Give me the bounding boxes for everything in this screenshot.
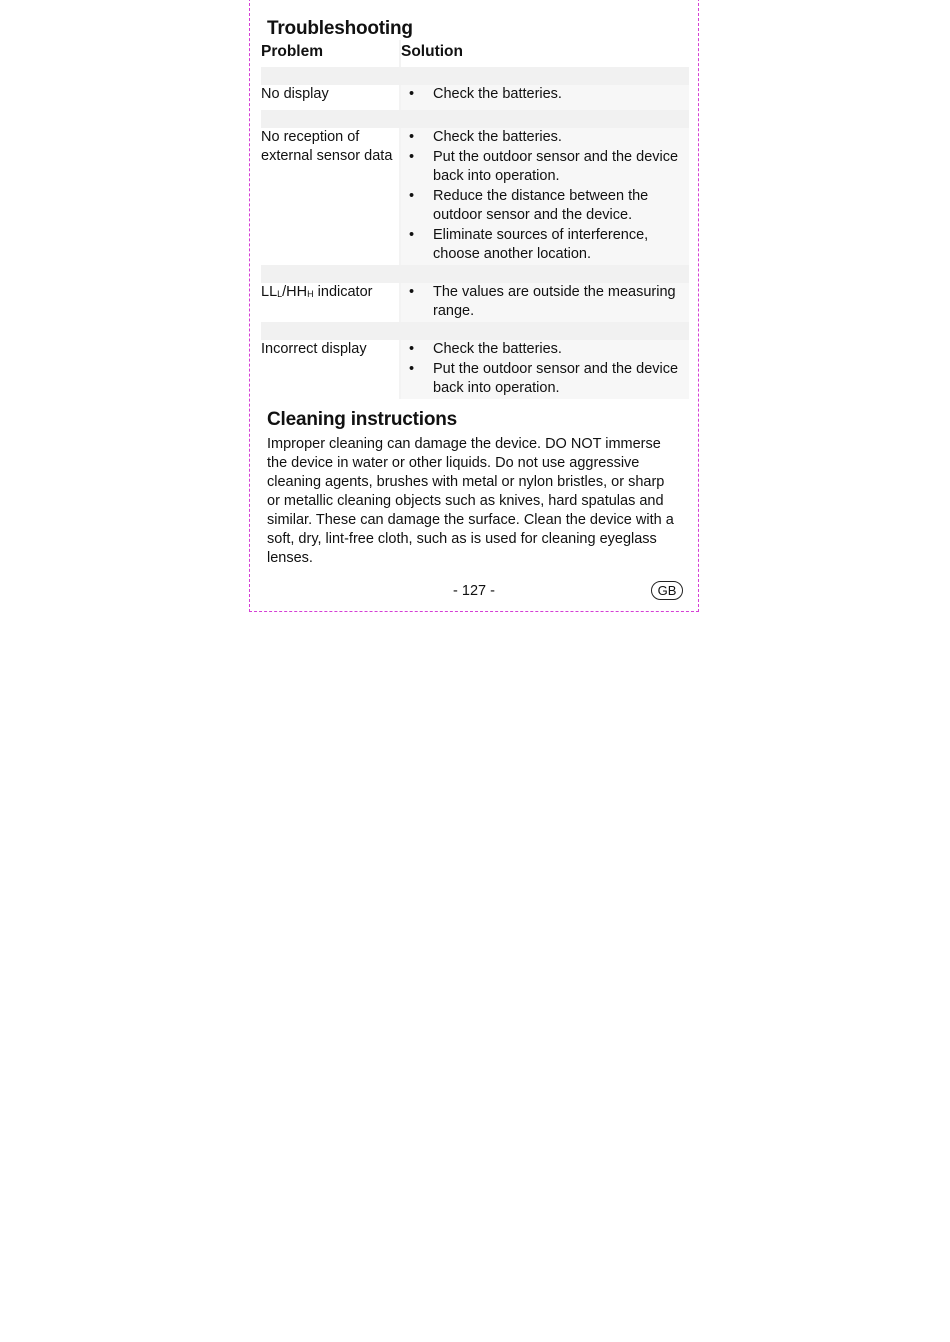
bullet-icon: • xyxy=(409,361,415,377)
solution-list xyxy=(401,340,689,398)
row-separator xyxy=(261,110,689,128)
solution-item xyxy=(401,187,689,225)
solution-list xyxy=(401,85,689,104)
table-row xyxy=(261,283,689,322)
solution-cell xyxy=(400,128,689,265)
table-header-row xyxy=(261,40,689,67)
problem-cell xyxy=(261,283,400,322)
indicator-text: LL xyxy=(261,284,278,300)
bullet-icon: • xyxy=(409,129,415,145)
solution-text: The values are outside the measuring range. xyxy=(433,284,676,319)
solution-text: Check the batteries. xyxy=(433,129,562,145)
table-row xyxy=(261,340,689,399)
problem-cell: No reception of external sensor data xyxy=(261,128,400,265)
solution-cell xyxy=(400,85,689,110)
bullet-icon: • xyxy=(409,86,415,102)
solution-item xyxy=(401,128,689,147)
language-badge: GB xyxy=(651,581,683,600)
solution-item xyxy=(401,148,689,186)
solution-item xyxy=(401,283,689,321)
row-separator xyxy=(261,322,689,340)
row-separator xyxy=(261,67,689,85)
indicator-subscript: H xyxy=(307,289,314,299)
page-footer xyxy=(249,580,699,602)
solution-list xyxy=(401,283,689,321)
bullet-icon: • xyxy=(409,227,415,243)
page-number: - 127 - xyxy=(453,583,495,599)
solution-text: Put the outdoor sensor and the device back into operation. xyxy=(433,149,679,184)
bullet-icon: • xyxy=(409,341,415,357)
solution-text: Check the batteries. xyxy=(433,341,562,357)
solution-item xyxy=(401,340,689,359)
table-row xyxy=(261,128,689,265)
bullet-icon: • xyxy=(409,284,415,300)
troubleshooting-table xyxy=(261,40,689,399)
indicator-text: /HH xyxy=(282,284,308,300)
solution-text: Put the outdoor sensor and the device back into operation. xyxy=(433,361,679,396)
solution-text: Eliminate sources of interference, choose another location. xyxy=(433,227,649,262)
indicator-subscript: L xyxy=(277,289,283,299)
solution-list xyxy=(401,128,689,264)
solution-item xyxy=(401,360,689,398)
table-row xyxy=(261,85,689,110)
solution-text: Reduce the distance between the outdoor sensor and the device. xyxy=(433,188,649,223)
solution-item xyxy=(401,85,689,104)
problem-cell: No display xyxy=(261,85,400,110)
page-content xyxy=(261,16,689,568)
solution-cell xyxy=(400,340,689,399)
row-separator xyxy=(261,265,689,283)
problem-column-header: Problem xyxy=(261,40,400,67)
indicator-text: indicator xyxy=(313,284,373,300)
troubleshooting-title: Troubleshooting xyxy=(267,18,413,39)
bullet-icon: • xyxy=(409,188,415,204)
bullet-icon: • xyxy=(409,149,415,165)
solution-cell xyxy=(400,283,689,322)
problem-cell: Incorrect display xyxy=(261,340,400,399)
solution-column-header: Solution xyxy=(401,43,463,60)
solution-text: Check the batteries. xyxy=(433,86,562,102)
solution-item xyxy=(401,226,689,264)
cleaning-title: Cleaning instructions xyxy=(267,409,458,430)
cleaning-body: Improper cleaning can damage the device. DO NOT immerse the device in water or other liquids. Do not use aggressive cleaning agents, brushes with metal or nylon bristles, or sharp or metallic cleaning objects such as knives, hard spatulas and similar. These can damage the surface. Clean the device with a soft, dry, lint-free cloth, such as is used for cleaning eyeglass lenses. xyxy=(267,436,674,566)
